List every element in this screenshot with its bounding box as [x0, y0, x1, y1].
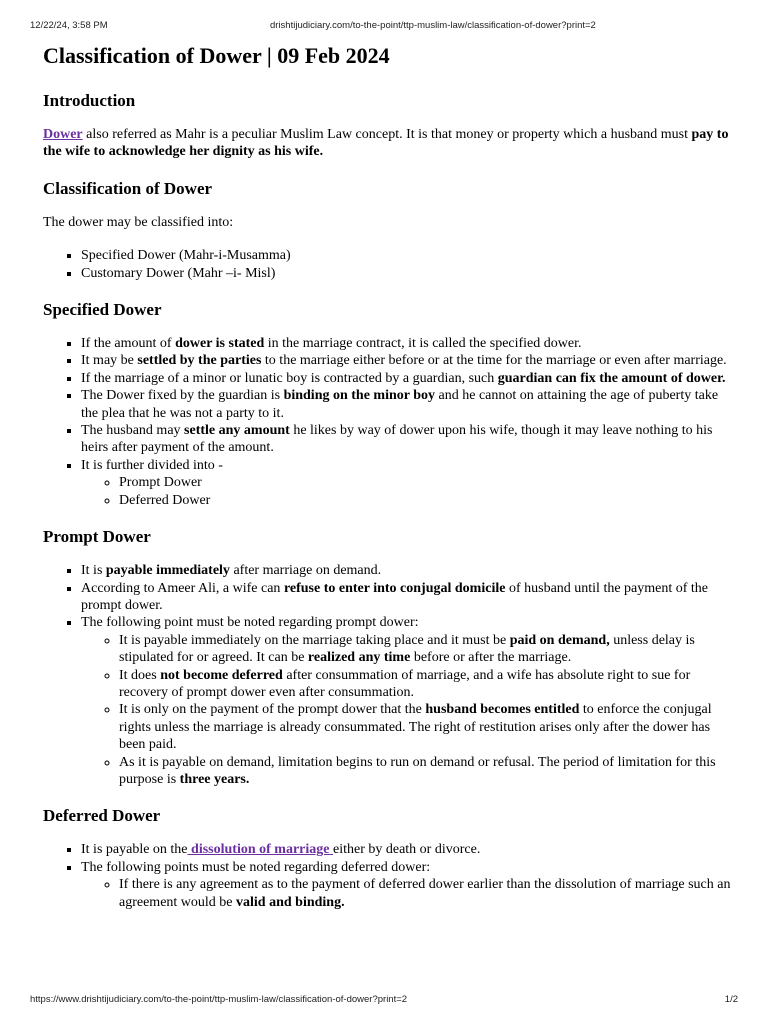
sub-list	[81, 876, 733, 911]
text: to enforce the conjugal rights unless the marriage is already consummated. The right of restitution arises only after the dower has been paid.	[119, 702, 712, 753]
list-item	[81, 352, 733, 369]
page-number: 1/2	[724, 994, 738, 1005]
footer-url: https://www.drishtijudiciary.com/to-the-point/ttp-muslim-law/classification-of-dower?print=2	[30, 994, 408, 1005]
text: If the marriage of a minor or lunatic boy is contracted by a guardian, such	[81, 370, 498, 386]
text: It does	[119, 667, 161, 683]
bold-text: realized any time	[307, 650, 411, 666]
bold-text: paid on demand,	[509, 632, 610, 648]
bold-text: three years.	[179, 771, 250, 787]
section-heading-classification: Classification of Dower	[43, 178, 213, 198]
list-item	[81, 841, 733, 858]
text: According to Ameer Ali, a wife can	[81, 580, 284, 596]
bold-text: husband becomes entitled	[425, 702, 580, 718]
text: after marriage on demand.	[229, 563, 382, 579]
section-heading-prompt: Prompt Dower	[43, 527, 151, 547]
list-item	[81, 859, 733, 911]
text: If the amount of	[81, 336, 176, 352]
text: to the marriage either before or at the time for the marriage or even after marriage.	[261, 353, 727, 369]
print-url: drishtijudiciary.com/to-the-point/ttp-muslim-law/classification-of-dower?print=2	[270, 20, 596, 31]
sub-list	[81, 632, 733, 789]
section-heading-introduction: Introduction	[43, 91, 136, 110]
text: after consummation of marriage, and a wife has absolute right to sue for recovery of prompt dower even after consummation.	[119, 667, 691, 700]
text: either by death or divorce.	[332, 842, 481, 858]
dower-link[interactable]: Dower	[43, 127, 83, 142]
text: before or after the marriage.	[410, 650, 572, 666]
text: It is payable immediately on the marriage taking place and it must be	[119, 632, 510, 648]
text: As it is payable on demand, limitation begins to run on demand or refusal. The period of limitation for this purpose is	[119, 754, 716, 787]
article	[43, 42, 733, 911]
section-heading-specified: Specified Dower	[43, 300, 162, 320]
bold-text: binding on the minor boy	[283, 388, 436, 404]
list-item: ▪ Specified Dower (Mahr-i-Musamma)	[81, 247, 733, 264]
sub-list-item	[119, 876, 733, 911]
text: The following points must be noted regarding deferred dower:	[81, 859, 431, 875]
sub-list-item	[119, 667, 733, 702]
print-datetime: 12/22/24, 3:58 PM	[30, 20, 108, 31]
text: The Dower fixed by the guardian is	[81, 388, 284, 404]
text: in the marriage contract, it is called the specified dower.	[264, 336, 582, 352]
classification-list	[43, 247, 733, 282]
sub-list-item	[119, 701, 733, 753]
sub-list-item: ◦ Prompt Dower	[119, 474, 733, 491]
bold-text: payable immediately	[105, 563, 230, 579]
sub-list-item	[119, 632, 733, 667]
list-item	[81, 335, 733, 352]
list-item	[81, 562, 733, 579]
page-title: Classification of Dower | 09 Feb 2024	[43, 43, 390, 68]
bold-text: guardian can fix the amount of dower.	[497, 370, 726, 386]
bold-text: settled by the parties	[137, 353, 262, 369]
sub-list-item: ◦ Deferred Dower	[119, 492, 733, 509]
specified-list	[43, 335, 733, 509]
text: It is payable on the	[81, 842, 188, 858]
text: It is only on the payment of the prompt dower that the	[119, 702, 426, 718]
deferred-list	[43, 841, 733, 911]
list-item	[81, 614, 733, 788]
classification-lead: The dower may be classified into:	[43, 214, 234, 230]
prompt-list	[43, 562, 733, 788]
sub-list	[81, 474, 733, 509]
text: he likes by way of dower upon his wife, though it may leave nothing to his heirs after payment of the amount.	[81, 423, 713, 456]
list-item	[81, 387, 733, 422]
print-header	[30, 20, 738, 32]
bold-text: settle any amount	[184, 423, 290, 439]
list-item	[81, 457, 733, 509]
text: The husband may	[81, 423, 185, 439]
bold-text: valid and binding.	[236, 894, 345, 910]
list-item	[81, 422, 733, 457]
print-footer	[30, 994, 738, 1006]
text: The following point must be noted regarding prompt dower:	[81, 615, 419, 631]
intro-text: also referred as Mahr is a peculiar Muslim Law concept. It is that money or property which a husband must	[82, 127, 692, 142]
list-item	[81, 370, 733, 387]
dissolution-of-marriage-link[interactable]: dissolution of marriage	[187, 842, 333, 858]
list-item	[81, 580, 733, 615]
text: It is	[81, 563, 106, 579]
bold-text: dower is stated	[175, 336, 265, 352]
text: unless delay is stipulated for or agreed. It can be	[119, 632, 695, 666]
text: and he cannot on attaining the age of puberty take the plea that he was not a party to it.	[81, 388, 719, 421]
list-item: ▪ Customary Dower (Mahr –i- Misl)	[81, 265, 733, 282]
text: It is further divided into -	[81, 457, 223, 473]
text: If there is any agreement as to the payment of deferred dower earlier than the dissolution of marriage such an agreement would be	[119, 877, 731, 910]
section-heading-deferred: Deferred Dower	[43, 806, 161, 826]
text: of husband until the payment of the prompt dower.	[81, 580, 709, 613]
intro-bold: pay to the wife to acknowledge her dignity as his wife.	[43, 127, 729, 160]
bold-text: refuse to enter into conjugal domicile	[283, 580, 506, 596]
bold-text: not become deferred	[160, 667, 283, 683]
intro-paragraph	[43, 126, 733, 161]
sub-list-item	[119, 754, 733, 789]
text: It may be	[81, 353, 138, 369]
